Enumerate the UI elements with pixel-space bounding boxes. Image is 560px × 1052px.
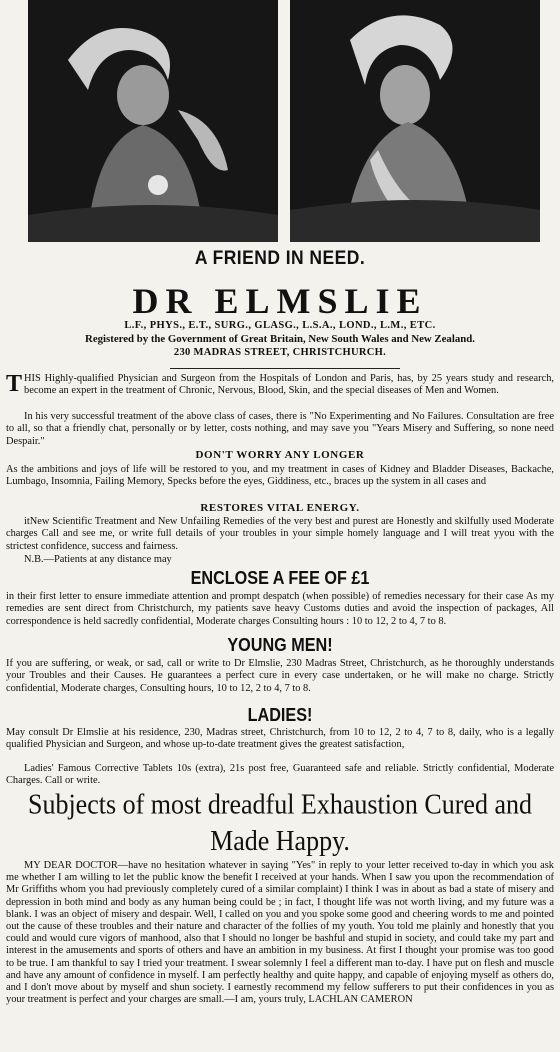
intro-text: HIS Highly-qualified Physician and Surgeon from the Hospitals of London and Paris, has, by 25 years study and research, become an expert in the treatment of Chronic, Nervous, Blood, Skin, and the special diseases of Men and Women. — [24, 373, 554, 397]
drop-cap: T — [6, 371, 23, 397]
woodcut-illustration-right — [290, 0, 540, 242]
worry-text: As the ambitions and joys of life will be restored to you, and my treatment in cases of Kidney and Bladder Diseases, Backache, Lumbago, Insomnia, Failing Memory, Specks before the eyes, Giddiness, etc., braces up the system in all cases and — [6, 464, 554, 488]
woodcut-illustration-left — [28, 0, 278, 242]
woodcut-figure-right — [290, 0, 540, 242]
divider — [170, 368, 400, 369]
illustration-row — [24, 0, 560, 242]
intro-paragraph — [6, 373, 554, 398]
fee-text: in their first letter to ensure immediate attention and prompt despatch (when possible) of remedies necessary for their case As my remedies are sent direct from Christchurch, my patients save heavy Customs duties and avoid the inspection of packages, All correspondence is held sacredly confidential, Moderate charges Consulting hours : 10 to 12, 2 to 4, 7 to 8. — [6, 591, 554, 627]
vital-text: itNew Scientific Treatment and New Unfailing Remedies of the very best and purest are Honestly and skilfully used Moderate charges Call and see me, or write full details of your troubles in your simple homely language and I will treat yyou with the strictest confidence, success and fairness. — [6, 516, 554, 552]
intro-paragraph-2: In his very successful treatment of the above class of cases, there is "No Experimenting and No Failures. Consultation are free to all, so that a friendly chat, personally or by letter, costs nothing, and may save you "Years Misery and Suffering, so none need Despair." — [6, 411, 554, 447]
testimonial-letter: MY DEAR DOCTOR—have no hesitation whatever in saying "Yes" in reply to your letter received to-day in which you ask me whether I am willing to let the public know the benefit I received at your hands. When I saw you upon the recommendation of Mr Griffiths whom you had previously completely cured of a similar complaint) I think I was in about as bad a state of misery and depression in both mind and body as any human being could be ; in fact, I thought life was not worth living, and my future was a blank. I was an object of misery and despair. Well, I called on you and you spoke some good and cheering words to me and pointed out the cause of these troubles and their nature and character of the follies of my youth. You told me plainly and honestly that you could and would cure vigors of manhood, also that I should no longer be bashful and stupid in society, and could take my part and interest in the amusements and sports of others and have an ambition in my business. At first I thought your promise was too good to be true. I am thankful to say I tried your treatment. I swear solemnly I feel a different man to-day. I have put on flesh and muscle and have any amount of confidence in myself. I am perfectly healthy and quite happy, and capable of enjoying myself as others do, and I don't move about by myself and shun society. I earnestly recommend my fellow sufferers to put their confidences in you as your treatment is perfect and your charges are small.—I am, yours truly, LACHLAN CAMERON — [6, 860, 554, 1006]
worry-heading: DON'T WORRY ANY LONGER — [195, 449, 365, 461]
ladies-text-2: Ladies' Famous Corrective Tablets 10s (extra), 21s post free, Guaranteed safe and reliable. Strictly confidential, Moderate Charges. Call or write. — [6, 763, 554, 787]
young-men-text: If you are suffering, or weak, or sad, call or write to Dr Elmslie, 230 Madras Street, Christchurch, as he thoroughly understands your Troubles and their Causes. He guarantees a perfect cure in every case undertaken, or he will make no charge. Strictly confidential, Moderate charges, Consulting hours, 10 to 12, 2 to 4, 7 to 8. — [6, 658, 554, 694]
testimonial-heading: Subjects of most dreadful Exhaustion Cured and Made Happy. — [27, 788, 533, 857]
young-men-heading: YOUNG MEN! — [227, 635, 333, 655]
fee-heading: ENCLOSE A FEE OF £1 — [190, 568, 370, 588]
credentials: L.F., PHYS., E.T., SURG., GLASG., L.S.A., LOND., L.M., ETC. — [124, 320, 436, 331]
registration: Registered by the Government of Great Britain, New South Wales and New Zealand. — [85, 333, 475, 345]
vital-nb: N.B.—Patients at any distance may — [24, 554, 172, 565]
ladies-heading: LADIES! — [247, 705, 313, 725]
ladies-text: May consult Dr Elmslie at his residence, 230, Madras street, Christchurch, from 10 to 12, 2 to 4, 7 to 8, daily, who is a legally qualified Physician and Surgeon, and whose up-to-date treatment gives the greatest satisfaction, — [6, 727, 554, 751]
doctor-name: DR ELMSLIE — [132, 281, 428, 321]
woodcut-figure-left — [28, 0, 278, 242]
address: 230 MADRAS STREET, CHRISTCHURCH. — [173, 347, 387, 358]
headline: A FRIEND IN NEED. — [194, 248, 366, 269]
vital-heading: RESTORES VITAL ENERGY. — [200, 502, 360, 514]
